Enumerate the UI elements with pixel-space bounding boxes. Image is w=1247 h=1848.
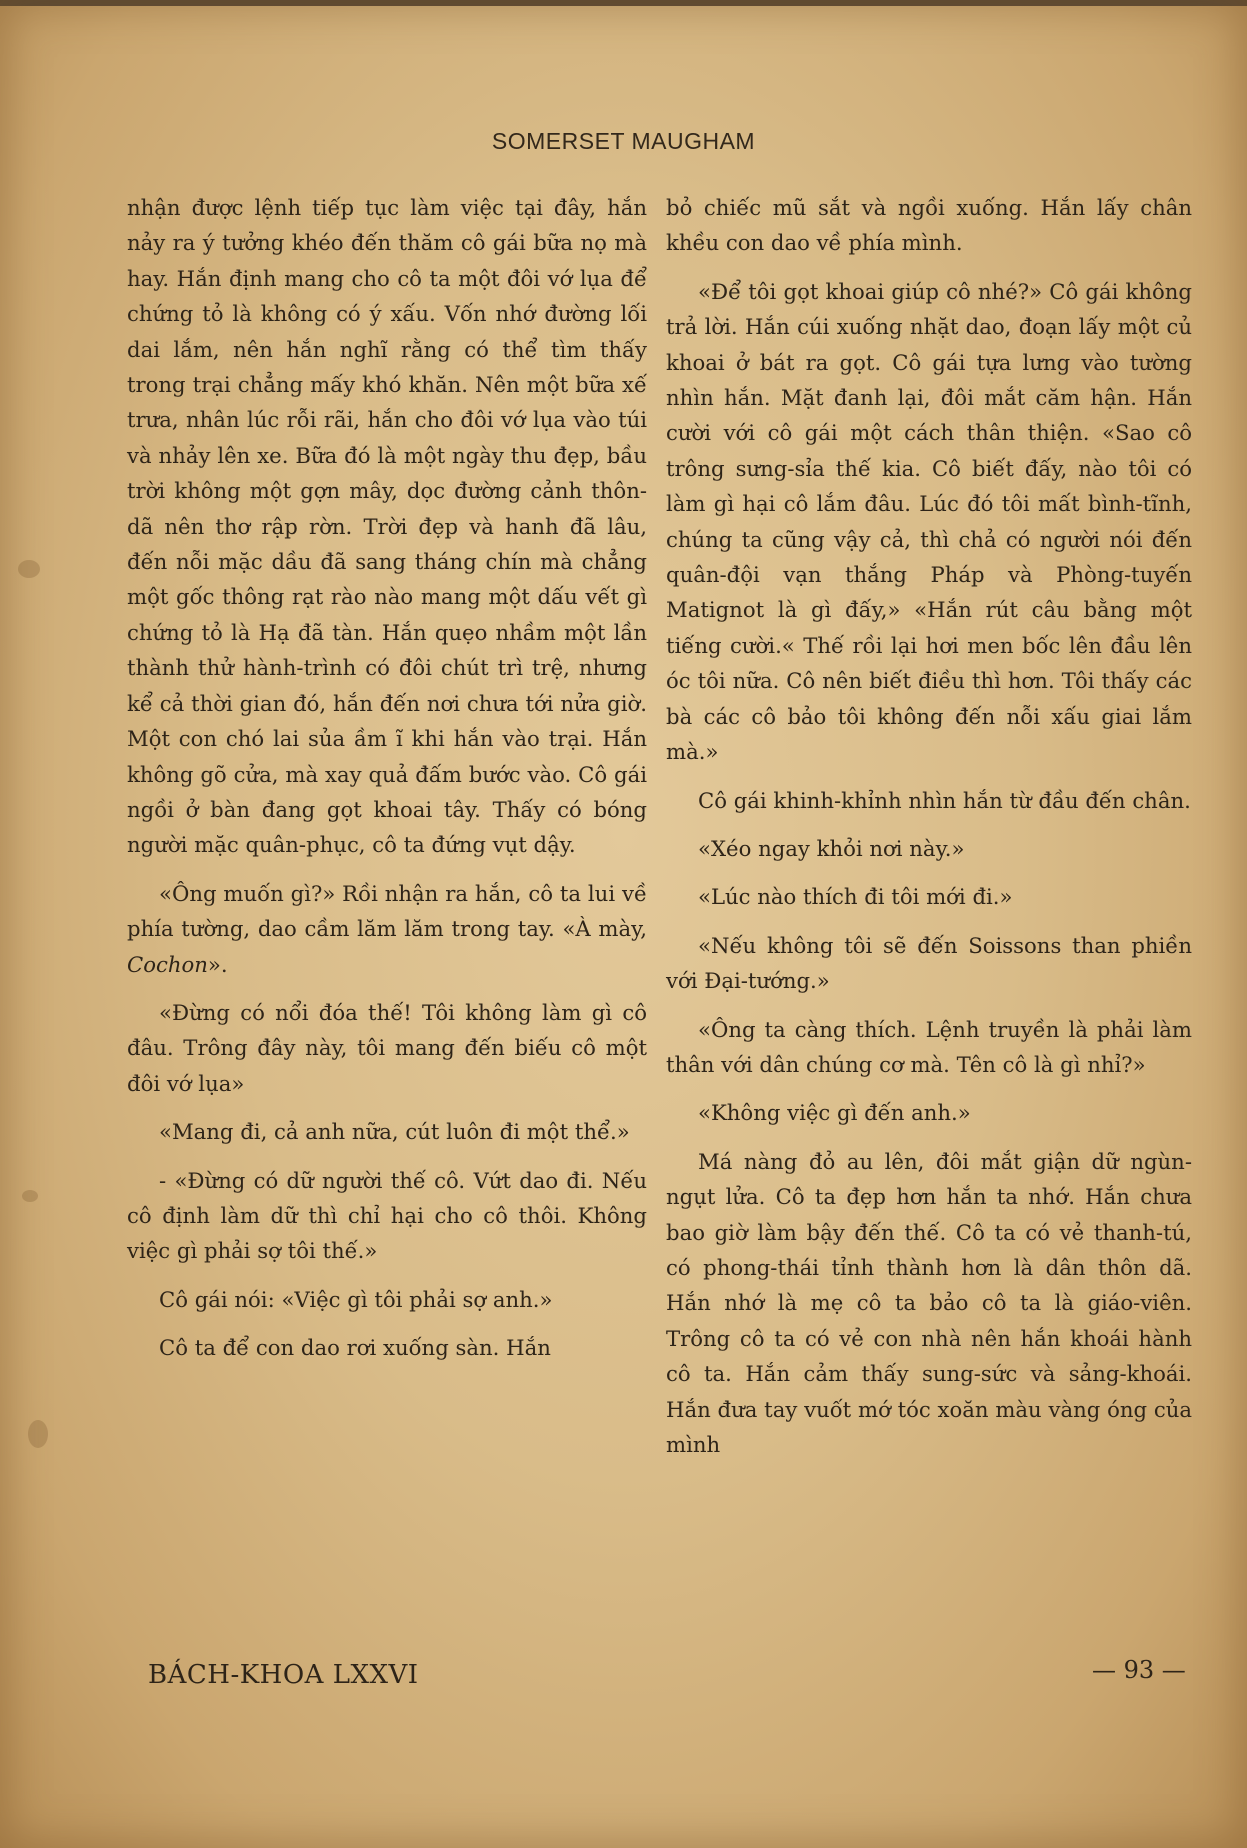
paragraph-text: «Ông muốn gì?» Rồi nhận ra hắn, cô ta lui về phía tường, dao cầm lăm lăm trong tay. «À mày,	[127, 880, 647, 942]
paragraph: «Nếu không tôi sẽ đến Soissons than phiền với Đại-tướng.»	[666, 932, 1192, 994]
paragraph: «Ông ta càng thích. Lệnh truyền là phải làm thân với dân chúng cơ mà. Tên cô là gì nhỉ?»	[666, 1016, 1192, 1077]
paragraph: «Mang đi, cả anh nữa, cút luôn đi một thể.»	[159, 1119, 630, 1145]
running-header: SOMERSET MAUGHAM	[491, 128, 756, 154]
paragraph: «Lúc nào thích đi tôi mới đi.»	[698, 884, 1013, 910]
italic-word: Cochon	[127, 951, 208, 977]
paragraph: «Xéo ngay khỏi nơi này.»	[698, 835, 965, 861]
paragraph	[127, 876, 647, 982]
paragraph: «Để tôi gọt khoai giúp cô nhé?» Cô gái không trả lời. Hắn cúi xuống nhặt dao, đoạn lấy một củ khoai ở bát ra gọt. Cô gái tựa lưng vào tường nhìn hắn. Mặt đanh lại, đôi mắt căm hận. Hắn cười với cô gái một cách thân thiện. «Sao cô trông sưng-sỉa thế kia. Cô biết đấy, nào tôi có làm gì hại cô lắm đâu. Lúc đó tôi mất bình-tĩnh, chúng ta cũng vậy cả, thì chả có người nói đến quân-đội vạn thắng Pháp và Phòng-tuyến Matignot là gì đấy,» «Hắn rút câu bằng một tiếng cười.« Thế rồi lại hơi men bốc lên đầu lên óc tôi nữa. Cô nên biết điều thì hơn. Tôi thấy các bà các cô bảo tôi không đến nỗi xấu giai lắm mà.»	[666, 278, 1192, 765]
paper-stain	[28, 1420, 48, 1448]
paragraph: Cô gái nói: «Việc gì tôi phải sợ anh.»	[159, 1286, 553, 1312]
paragraph: «Không việc gì đến anh.»	[698, 1100, 971, 1126]
paragraph: «Đừng có nổi đóa thế! Tôi không làm gì cô đâu. Trông đây này, tôi mang đến biếu cô một đôi vớ lụa»	[127, 999, 647, 1096]
left-text-column	[127, 190, 647, 1379]
paragraph: bỏ chiếc mũ sắt và ngồi xuống. Hắn lấy chân khều con dao về phía mình.	[666, 195, 1192, 256]
paragraph: Má nàng đỏ au lên, đôi mắt giận dữ ngùn-ngụt lửa. Cô ta đẹp hơn hắn ta nhớ. Hắn chưa bao giờ làm bậy đến thế. Cô ta có vẻ thanh-tú, có phong-thái tỉnh thành hơn là dân thôn dã. Hắn nhớ là mẹ cô ta bảo cô ta là giáo-viên. Trông cô ta có vẻ con nhà nên hắn khoái hành cô ta. Hắn cảm thấy sung-sức và sảng-khoái. Hắn đưa tay vuốt mớ tóc xoăn màu vàng óng của mình	[666, 1148, 1192, 1457]
top-edge	[0, 0, 1247, 6]
paragraph-tail: ».	[207, 951, 228, 977]
paragraph: Cô ta để con dao rơi xuống sàn. Hắn	[159, 1335, 551, 1361]
paragraph: nhận được lệnh tiếp tục làm việc tại đây, hắn nảy ra ý tưởng khéo đến thăm cô gái bữa nọ mà hay. Hắn định mang cho cô ta một đôi vớ lụa để chứng tỏ là không có ý xấu. Vốn nhớ đường lối dai lắm, nên hắn nghĩ rằng có thể tìm thấy trong trại chẳng mấy khó khăn. Nên một bữa xế trưa, nhân lúc rỗi rãi, hắn cho đôi vớ lụa vào túi và nhảy lên xe. Bữa đó là một ngày thu đẹp, bầu trời không một gợn mây, dọc đường cảnh thôn-dã nên thơ rập rờn. Trời đẹp và hanh đã lâu, đến nỗi mặc dầu đã sang tháng chín mà chẳng một gốc thông rạt rào nào mang một dấu vết gì chứng tỏ là Hạ đã tàn. Hắn quẹo nhầm một lần thành thử hành-trình có đôi chút trì trệ, nhưng kể cả thời gian đó, hắn đến nơi chưa tới nửa giờ. Một con chó lai sủa ầm ĩ khi hắn vào trại. Hắn không gõ cửa, mà xay quả đấm bước vào. Cô gái ngồi ở bàn đang gọt khoai tây. Thấy có bóng người mặc quân-phục, cô ta đứng vụt dậy.	[127, 195, 647, 858]
paper-stain	[18, 560, 40, 578]
paper-stain	[22, 1190, 38, 1202]
journal-footer: BÁCH-KHOA LXXVI	[148, 1660, 419, 1690]
paragraph: Cô gái khinh-khỉnh nhìn hắn từ đầu đến chân.	[698, 787, 1191, 813]
page-number: — 93 —	[1092, 1656, 1186, 1684]
right-text-column	[666, 190, 1192, 1475]
paragraph: - «Đừng có dữ người thế cô. Vứt dao đi. Nếu cô định làm dữ thì chỉ hại cho cô thôi. Không việc gì phải sợ tôi thế.»	[127, 1167, 647, 1264]
